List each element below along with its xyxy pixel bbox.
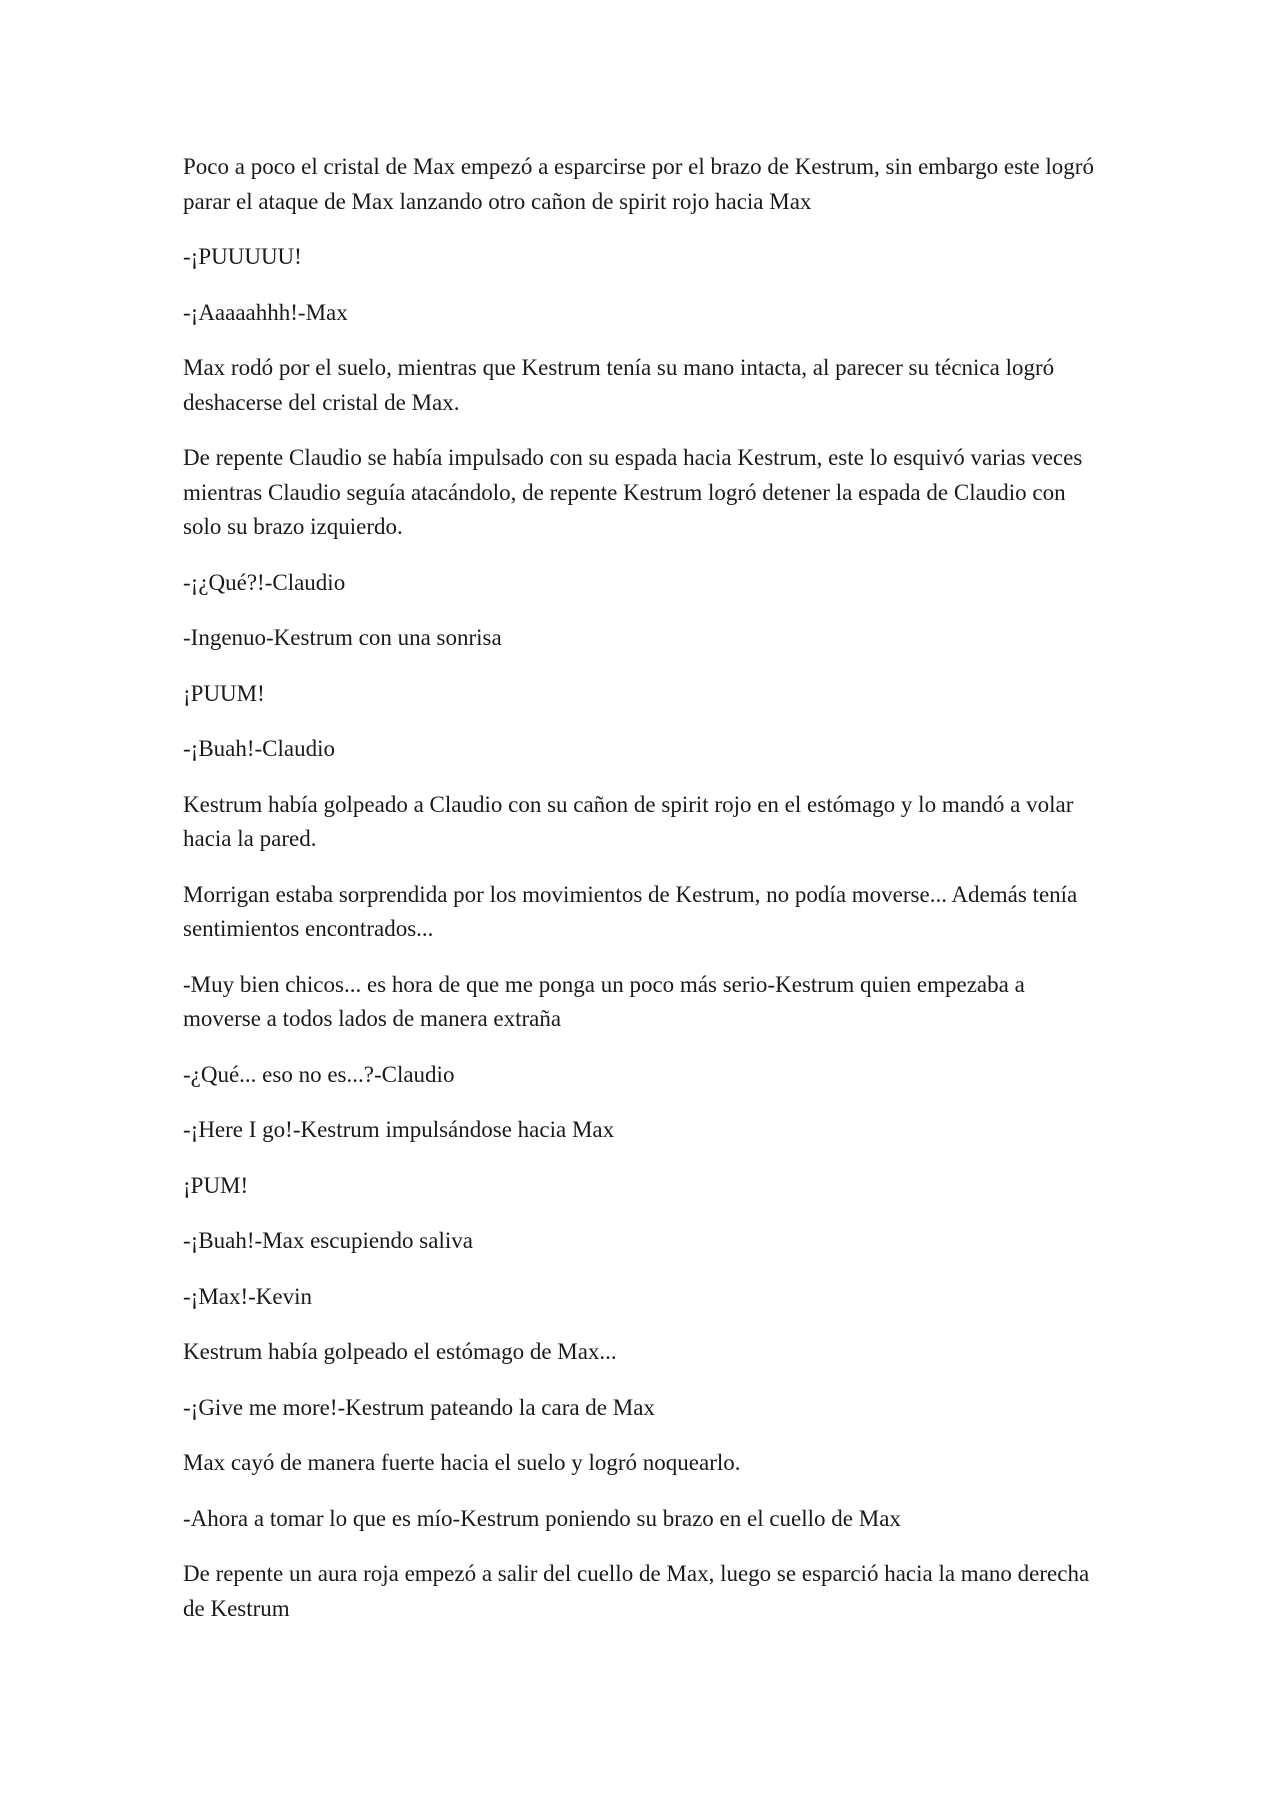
paragraph: -Ahora a tomar lo que es mío-Kestrum poniendo su brazo en el cuello de Max xyxy=(183,1505,901,1531)
paragraph: -¡¿Qué?!-Claudio xyxy=(183,569,346,595)
paragraph: -Muy bien chicos... es hora de que me ponga un poco más serio-Kestrum quien empezaba a moverse a todos lados de manera extraña xyxy=(183,971,1025,1031)
paragraph: -¡Max!-Kevin xyxy=(183,1283,313,1309)
paragraph: De repente Claudio se había impulsado con su espada hacia Kestrum, este lo esquivó varias veces mientras Claudio seguía atacándolo, de repente Kestrum logró detener la espada de Claudio con solo su brazo izquierdo. xyxy=(183,445,1083,539)
paragraph: Kestrum había golpeado el estómago de Max... xyxy=(183,1339,617,1364)
paragraph: Kestrum había golpeado a Claudio con su cañon de spirit rojo en el estómago y lo mandó a volar hacia la pared. xyxy=(183,791,1074,851)
paragraph: -¿Qué... eso no es...?-Claudio xyxy=(183,1061,455,1087)
paragraph: -¡Buah!-Max escupiendo saliva xyxy=(183,1228,473,1253)
paragraph: Morrigan estaba sorprendida por los movimientos de Kestrum, no podía moverse... Además tenía sentimientos encontrados... xyxy=(183,881,1078,941)
paragraph: -¡Here I go!-Kestrum impulsándose hacia Max xyxy=(183,1117,615,1142)
paragraph: Poco a poco el cristal de Max empezó a esparcirse por el brazo de Kestrum, sin embargo este logró parar el ataque de Max lanzando otro cañon de spirit rojo hacia Max xyxy=(183,154,1094,214)
story-text xyxy=(183,150,1103,1647)
paragraph: -¡PUUUUU! xyxy=(183,244,302,269)
paragraph: -¡Give me more!-Kestrum pateando la cara de Max xyxy=(183,1394,655,1420)
paragraph: -¡Buah!-Claudio xyxy=(183,736,336,761)
paragraph: ¡PUM! xyxy=(183,1172,249,1198)
paragraph: -Ingenuo-Kestrum con una sonrisa xyxy=(183,625,502,650)
paragraph: De repente un aura roja empezó a salir del cuello de Max, luego se esparció hacia la mano derecha de Kestrum xyxy=(183,1561,1090,1621)
paragraph: Max rodó por el suelo, mientras que Kestrum tenía su mano intacta, al parecer su técnica logró deshacerse del cristal de Max. xyxy=(183,355,1055,415)
paragraph: Max cayó de manera fuerte hacia el suelo y logró noquearlo. xyxy=(183,1450,741,1475)
paragraph: ¡PUUM! xyxy=(183,680,265,706)
paragraph: -¡Aaaaahhh!-Max xyxy=(183,299,348,325)
